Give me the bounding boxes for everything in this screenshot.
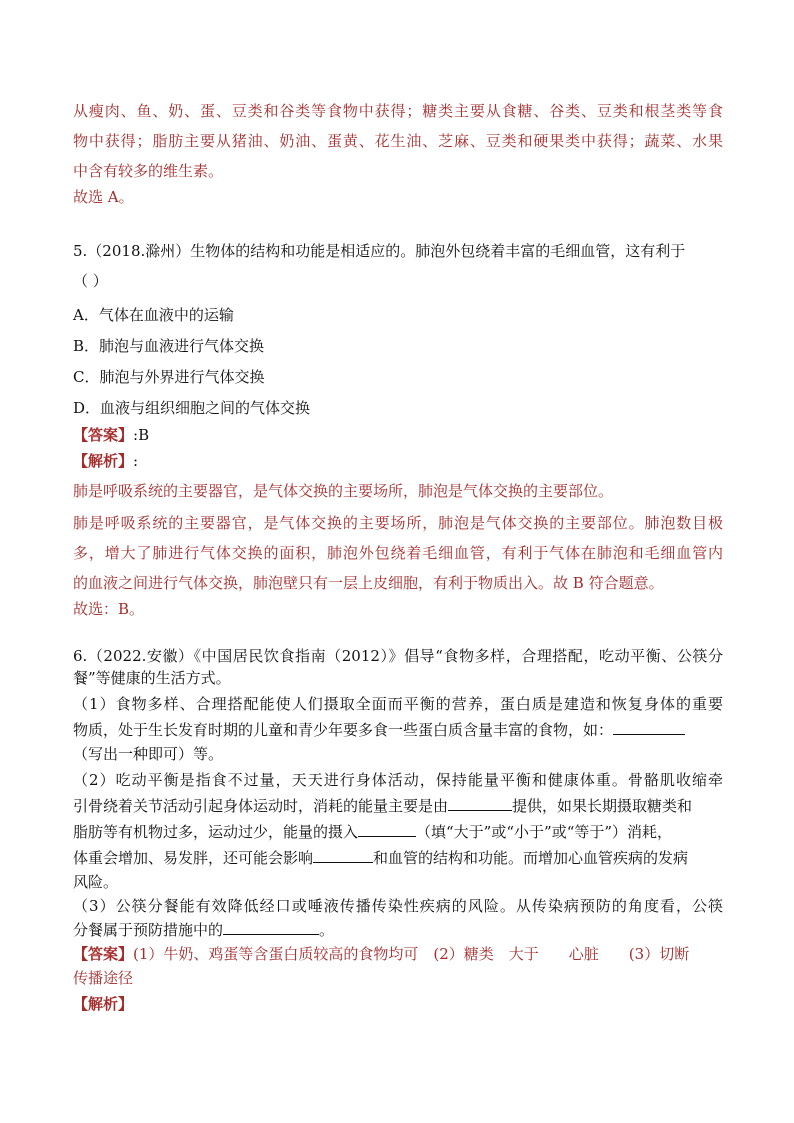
answer-blank[interactable] <box>313 848 373 863</box>
option-c: C．肺泡与外界进行气体交换 <box>73 368 265 386</box>
part-2-text: 引骨绕着关节活动引起身体运动时，消耗的能量主要是由 <box>73 797 449 815</box>
answer-label: 【答案】 <box>73 426 134 444</box>
part-3-text: 。 <box>319 921 335 939</box>
part-1-line: （1）食物多样、合理搭配能使人们摄取全面而平衡的营养，蛋白质是建造和恢复身体的重要 <box>73 695 723 713</box>
explanation-line: 从瘦肉、鱼、奶、蛋、豆类和谷类等食物中获得；糖类主要从食糖、谷类、豆类和根茎类等食 <box>73 102 723 120</box>
part-2-text: （填“大于”或“小于”或“等于”）消耗， <box>416 823 673 841</box>
question-6-stem-cont: 餐”等健康的生活方式。 <box>73 669 231 687</box>
answer-value: :B <box>133 426 150 444</box>
explanation-line: 肺是呼吸系统的主要器官，是气体交换的主要场所，肺泡是气体交换的主要部位。肺泡数目极 <box>73 514 723 532</box>
part-1-line: （写出一种即可）等。 <box>73 745 224 763</box>
part-2-text: 和血管的结构和功能。而增加心血管疾病的发病 <box>373 849 689 867</box>
part-3-text: 分餐属于预防措施中的 <box>73 921 224 939</box>
answer-choice-line: 故选 A。 <box>73 188 134 206</box>
part-1-line <box>73 719 685 741</box>
part-3-line <box>73 919 334 941</box>
analysis-label: 【解析】 <box>73 452 134 470</box>
part-2-line <box>73 795 692 817</box>
question-5-stem: 5.（2018.滁州）生物体的结构和功能是相适应的。肺泡外包绕着丰富的毛细血管，这有利于 <box>73 242 686 260</box>
part-2-line <box>73 847 688 869</box>
answer-text: (1）牛奶、鸡蛋等含蛋白质较高的食物均可 (2）糖类 大于 心脏 (3）切断 <box>133 945 690 963</box>
part-2-text: 体重会增加、易发胖，还可能会影响 <box>73 849 314 867</box>
part-2-line: 风险。 <box>73 873 119 891</box>
explanation-line: 多，增大了肺进行气体交换的面积，肺泡外包绕着毛细血管，有利于气体在肺泡和毛细血管内 <box>73 544 723 562</box>
question-6-stem: 6.（2022.安徽）《中国居民饮食指南（2012）》倡导“食物多样，合理搭配，吃动平衡、公筷分 <box>73 647 723 665</box>
option-a: A．气体在血液中的运输 <box>73 306 234 324</box>
explanation-line: 故选：B。 <box>73 600 145 618</box>
explanation-line: 中含有较多的维生素。 <box>73 162 224 180</box>
part-2-text: 脂肪等有机物过多，运动过少，能量的摄入 <box>73 823 359 841</box>
analysis-colon: : <box>133 452 139 470</box>
part-2-line <box>73 821 672 843</box>
part-1-text: 物质，处于生长发育时期的儿童和青少年要多食一些蛋白质含量丰富的食物，如： <box>73 721 614 739</box>
option-d: D．血液与组织细胞之间的气体交换 <box>73 399 311 417</box>
explanation-line: 物中获得；脂肪主要从猪油、奶油、蛋黄、花生油、芝麻、豆类和硬果类中获得；蔬菜、水果 <box>73 132 723 150</box>
question-5-parentheses: （ ） <box>73 272 108 290</box>
answer-row <box>73 943 689 965</box>
explanation-line: 的血液之间进行气体交换，肺泡壁只有一层上皮细胞，有利于物质出入。故 B 符合题意。 <box>73 574 664 592</box>
part-2-text: 提供，如果长期摄取糖类和 <box>512 797 693 815</box>
analysis-row <box>73 450 138 472</box>
answer-label: 【答案】 <box>73 945 134 963</box>
answer-blank[interactable] <box>613 720 685 735</box>
analysis-label: 【解析】 <box>73 995 134 1013</box>
analysis-row <box>73 993 133 1015</box>
answer-text-cont: 传播途径 <box>73 969 134 987</box>
answer-blank[interactable] <box>448 796 512 811</box>
answer-blank[interactable] <box>223 920 319 935</box>
part-3-line: （3）公筷分餐能有效降低经口或唾液传播传染性疾病的风险。从传染病预防的角度看，公筷 <box>73 897 723 915</box>
answer-blank[interactable] <box>358 822 416 837</box>
option-b: B．肺泡与血液进行气体交换 <box>73 337 265 355</box>
answer-row <box>73 424 149 446</box>
explanation-line: 肺是呼吸系统的主要器官，是气体交换的主要场所，肺泡是气体交换的主要部位。 <box>73 482 614 500</box>
part-2-line: （2）吃动平衡是指食不过量，天天进行身体活动，保持能量平衡和健康体重。骨骼肌收缩牵 <box>73 771 723 789</box>
